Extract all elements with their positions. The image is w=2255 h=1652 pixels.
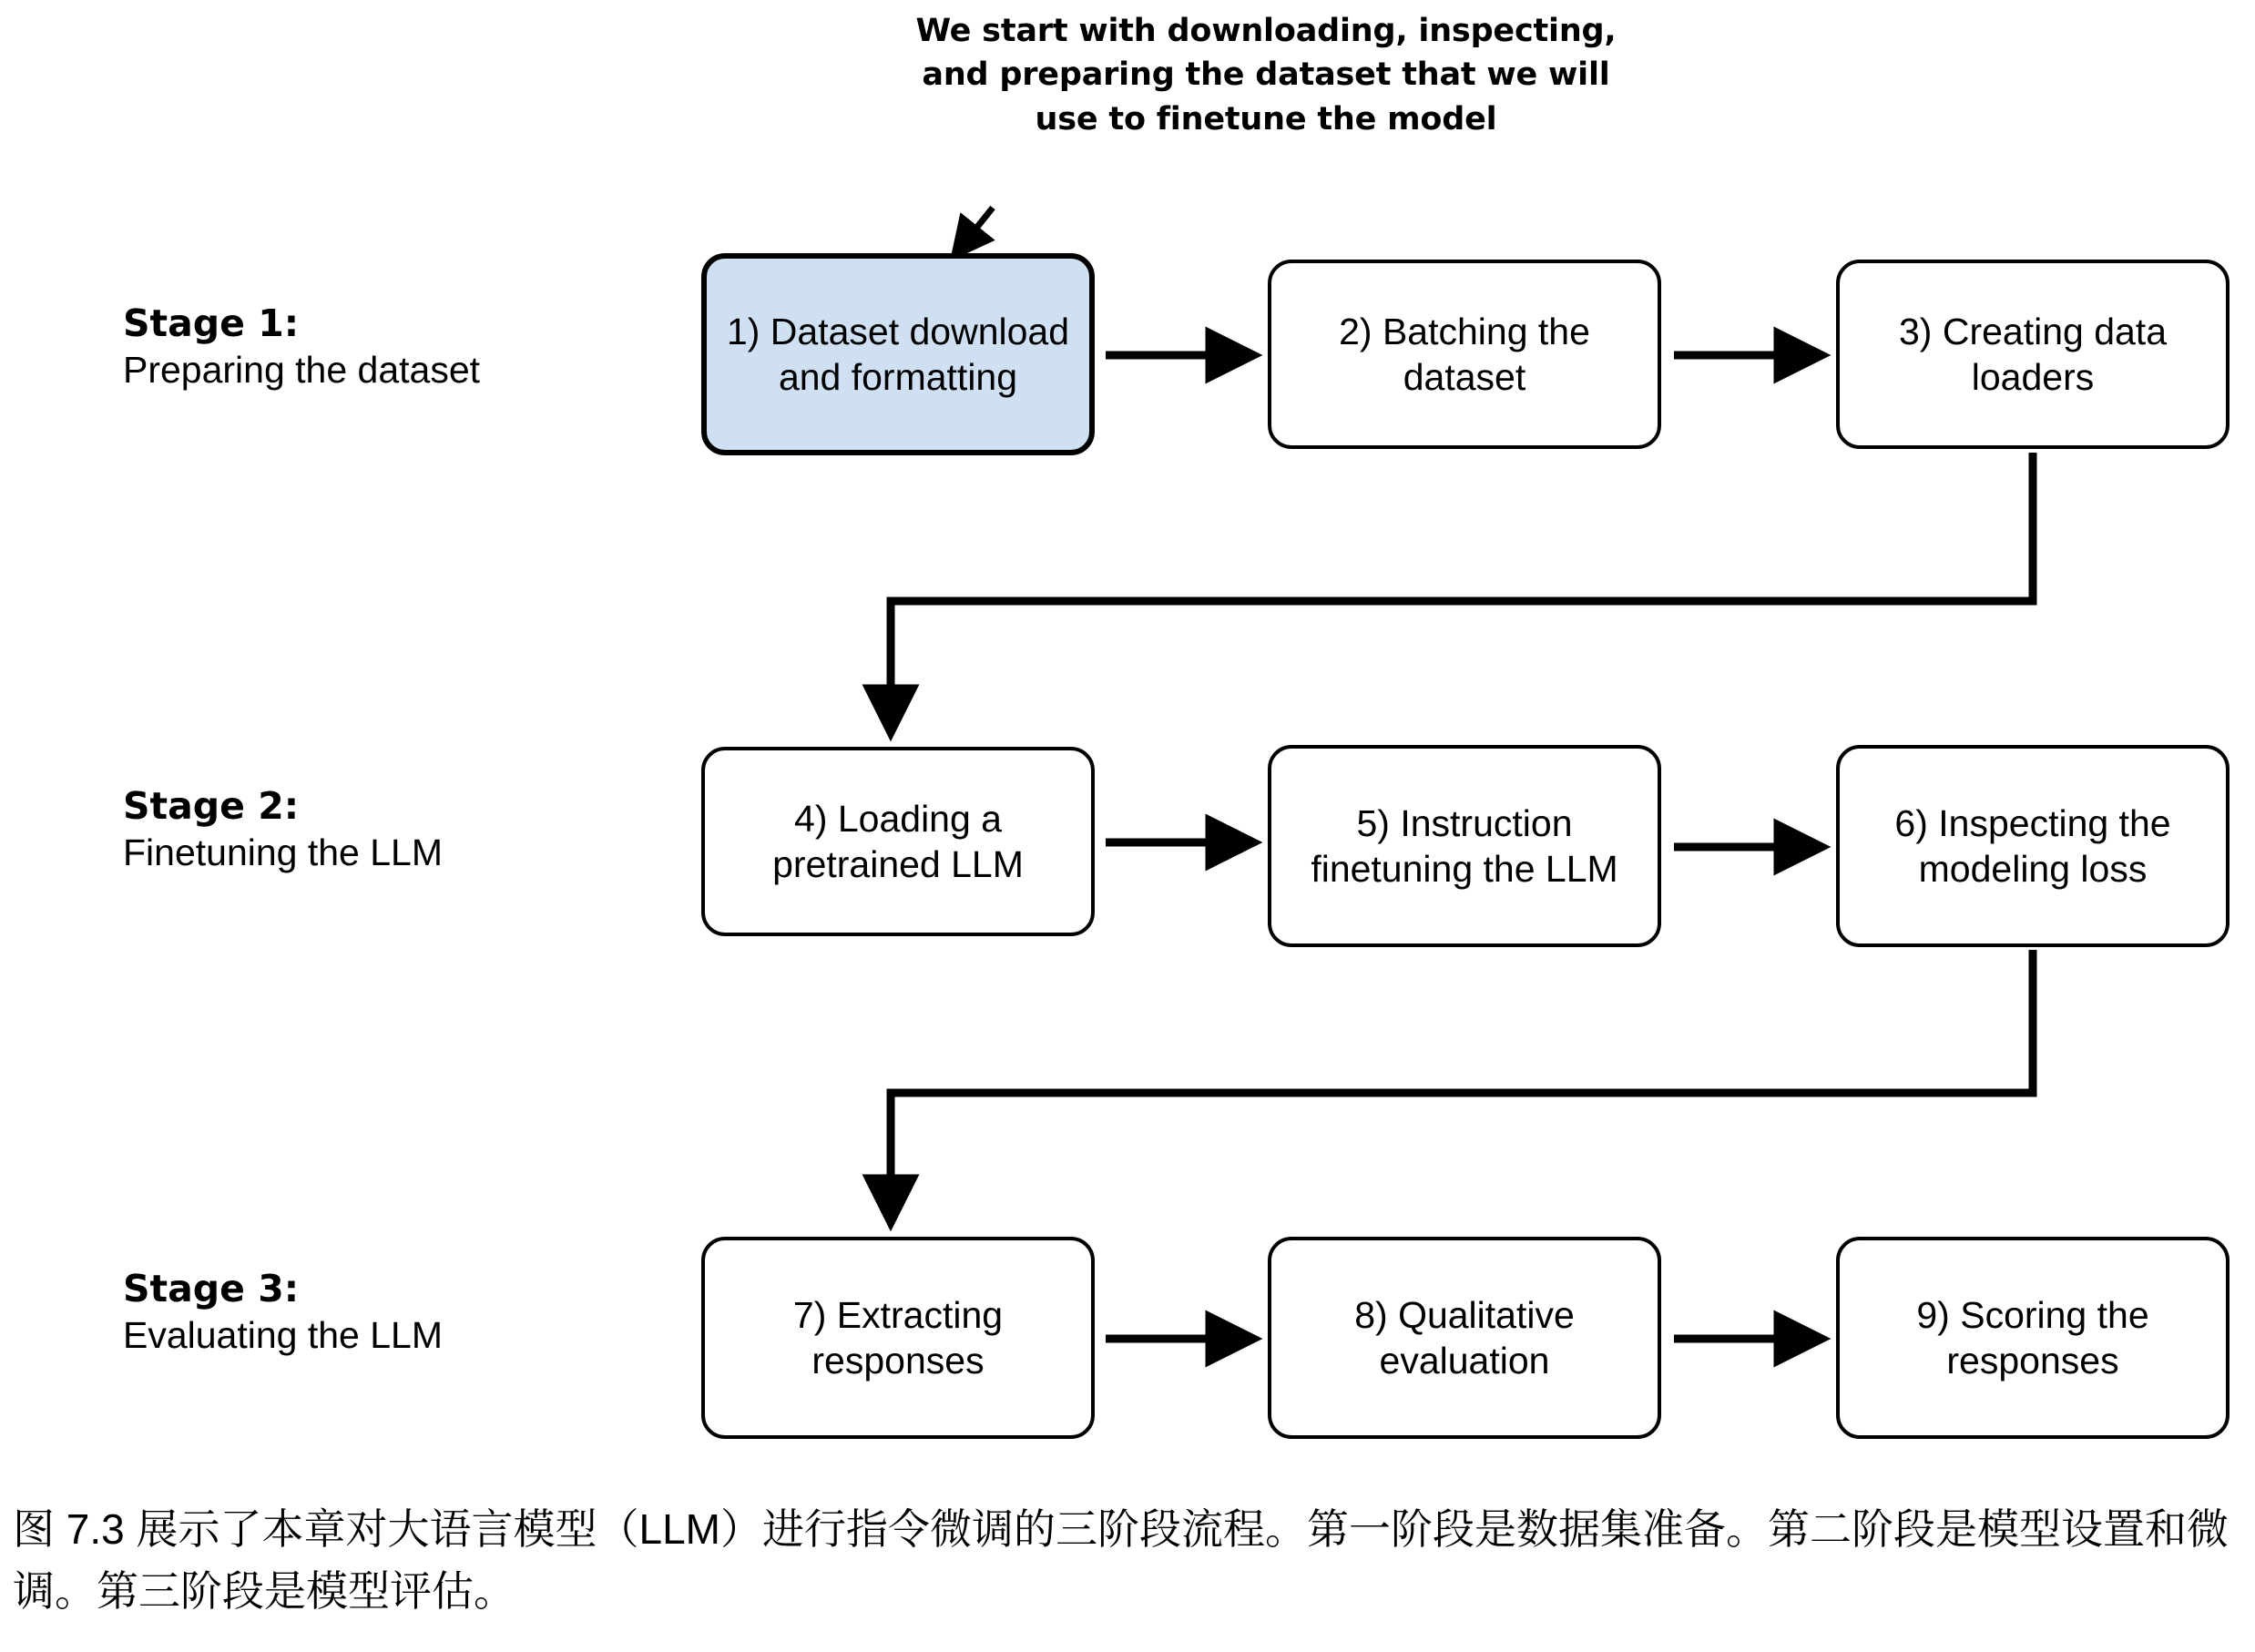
flow-node-label: 1) Dataset download and formatting	[726, 310, 1070, 398]
stage-1-title: Stage 1:	[123, 301, 300, 345]
stage-label-3	[123, 1266, 688, 1360]
flow-node-label: 9) Scoring the responses	[1916, 1293, 2149, 1382]
flow-node-label: 4) Loading a pretrained LLM	[772, 797, 1024, 885]
flow-node-scoring-the-responses	[1836, 1237, 2229, 1439]
stage-label-1	[123, 301, 688, 394]
flow-node-dataset-download-and-formatting	[701, 253, 1095, 455]
stage-3-title: Stage 3:	[123, 1267, 300, 1310]
flow-node-label: 8) Qualitative evaluation	[1354, 1293, 1575, 1382]
stage-3-subtitle: Evaluating the LLM	[123, 1314, 444, 1357]
figure-caption: 图 7.3 展示了本章对大语言模型（LLM）进行指令微调的三阶段流程。第一阶段是数据集准备。第二阶段是模型设置和微调。第三阶段是模型评估。	[13, 1505, 2229, 1616]
stage-2-subtitle: Finetuning the LLM	[123, 831, 444, 874]
flow-node-loading-a-pretrained-llm	[701, 747, 1095, 936]
stage-1-subtitle: Preparing the dataset	[123, 349, 481, 392]
flow-node-label: 3) Creating data loaders	[1898, 310, 2167, 398]
flow-node-qualitative-evaluation	[1268, 1237, 1661, 1439]
flow-node-inspecting-the-modeling-loss	[1836, 745, 2229, 947]
flow-node-label: 6) Inspecting the modeling loss	[1894, 801, 2171, 890]
flow-node-creating-data-loaders	[1836, 260, 2229, 449]
flow-node-label: 5) Instruction finetuning the LLM	[1311, 801, 1618, 890]
flow-node-instruction-finetuning-the-llm	[1268, 745, 1661, 947]
flow-node-extracting-responses	[701, 1237, 1095, 1439]
flow-node-label: 7) Extracting responses	[792, 1293, 1004, 1382]
stage-2-title: Stage 2:	[123, 784, 300, 828]
annotation-note: We start with downloading, inspecting, and preparing the dataset that we will use to finetune the model	[915, 13, 1617, 138]
stage-label-2	[123, 783, 688, 877]
flow-node-label: 2) Batching the dataset	[1339, 310, 1590, 398]
flow-node-batching-the-dataset	[1268, 260, 1661, 449]
